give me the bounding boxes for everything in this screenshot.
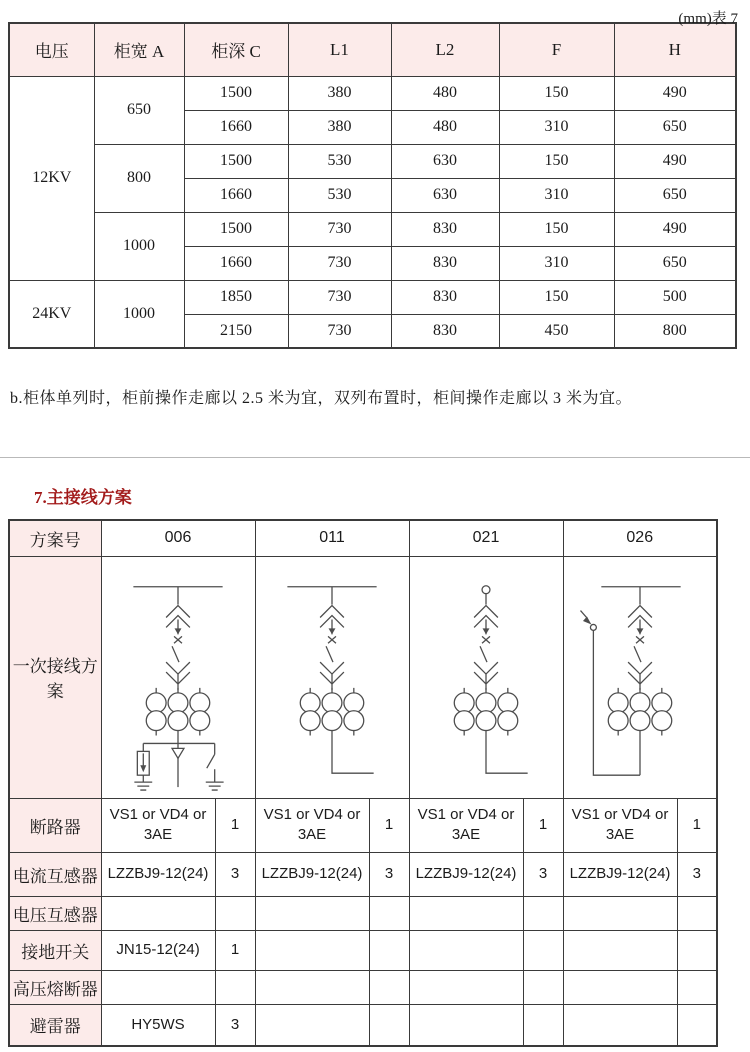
- scheme-header-021: 021: [409, 520, 563, 556]
- unit-note: (mm)表 7: [678, 11, 738, 27]
- equipment-row: [9, 852, 717, 896]
- one-line-diagram-026-icon: [565, 557, 715, 797]
- dimension-value-cell: 150: [499, 76, 614, 110]
- section-divider: [0, 457, 750, 458]
- dimension-value-cell: 630: [391, 144, 499, 178]
- equipment-model-cell: LZZBJ9-12(24): [255, 852, 369, 896]
- dimension-value-cell: 730: [288, 212, 391, 246]
- dimension-value-cell: 630: [391, 178, 499, 212]
- note-b: b.柜体单列时，柜前操作走廊以 2.5 米为宜，双列布置时，柜间操作走廊以 3 米为宜。: [10, 390, 633, 407]
- dimension-value-cell: 310: [499, 178, 614, 212]
- equipment-qty-cell: [677, 970, 717, 1004]
- dimension-value-cell: 530: [288, 178, 391, 212]
- dimension-value-cell: 530: [288, 144, 391, 178]
- equipment-qty-cell: 1: [215, 798, 255, 852]
- equipment-qty-cell: [677, 930, 717, 970]
- equipment-row: [9, 798, 717, 852]
- equipment-model-cell: [255, 896, 369, 930]
- wiring-scheme-table: [8, 519, 718, 1047]
- equipment-row-label: 高压熔断器: [9, 970, 101, 1004]
- diagram-cell-026: [563, 556, 717, 798]
- section-title: 7.主接线方案: [34, 488, 132, 507]
- equipment-model-cell: VS1 or VD4 or 3AE: [563, 798, 677, 852]
- dimension-value-cell: 730: [288, 314, 391, 348]
- dimension-value-cell: 1660: [184, 246, 288, 280]
- equipment-model-cell: [409, 930, 523, 970]
- dimension-value-cell: 490: [614, 144, 736, 178]
- dimension-table-row: [9, 76, 736, 110]
- equipment-row-label: 断路器: [9, 798, 101, 852]
- equipment-qty-cell: [677, 1004, 717, 1046]
- equipment-qty-cell: [369, 1004, 409, 1046]
- equipment-row: [9, 930, 717, 970]
- cabinet-width-cell: 800: [94, 144, 184, 212]
- equipment-qty-cell: 3: [369, 852, 409, 896]
- dimension-table-row: [9, 280, 736, 314]
- scheme-table-header: [9, 520, 717, 556]
- equipment-qty-cell: 3: [677, 852, 717, 896]
- scheme-header-006: 006: [101, 520, 255, 556]
- dimension-value-cell: 150: [499, 280, 614, 314]
- equipment-qty-cell: [369, 970, 409, 1004]
- col-header-width-a: 柜宽 A: [94, 23, 184, 76]
- diagram-cell-011: [255, 556, 409, 798]
- equipment-model-cell: HY5WS: [101, 1004, 215, 1046]
- dimension-value-cell: 490: [614, 76, 736, 110]
- scheme-header-026: 026: [563, 520, 717, 556]
- scheme-number-label: 方案号: [9, 520, 101, 556]
- dimension-value-cell: 650: [614, 110, 736, 144]
- dimension-value-cell: 730: [288, 280, 391, 314]
- primary-wiring-row: [9, 556, 717, 798]
- equipment-model-cell: [563, 1004, 677, 1046]
- equipment-rows-body: [9, 798, 717, 1046]
- equipment-model-cell: VS1 or VD4 or 3AE: [255, 798, 369, 852]
- equipment-qty-cell: [215, 970, 255, 1004]
- col-header-h: H: [614, 23, 736, 76]
- equipment-model-cell: JN15-12(24): [101, 930, 215, 970]
- col-header-l2: L2: [391, 23, 499, 76]
- dimension-value-cell: 150: [499, 212, 614, 246]
- col-header-l1: L1: [288, 23, 391, 76]
- equipment-model-cell: [409, 1004, 523, 1046]
- equipment-qty-cell: 1: [369, 798, 409, 852]
- dimension-value-cell: 830: [391, 246, 499, 280]
- dimension-table: [8, 22, 737, 349]
- equipment-qty-cell: 3: [215, 1004, 255, 1046]
- dimension-value-cell: 1500: [184, 76, 288, 110]
- equipment-qty-cell: [369, 930, 409, 970]
- col-header-voltage: 电压: [9, 23, 94, 76]
- equipment-qty-cell: 1: [523, 798, 563, 852]
- voltage-cell: 12KV: [9, 76, 94, 280]
- diagram-cell-021: [409, 556, 563, 798]
- dimension-table-row: [9, 144, 736, 178]
- dimension-value-cell: 1850: [184, 280, 288, 314]
- equipment-model-cell: [563, 896, 677, 930]
- dimension-value-cell: 380: [288, 76, 391, 110]
- dimension-table-body: [9, 76, 736, 348]
- dimension-value-cell: 800: [614, 314, 736, 348]
- dimension-value-cell: 380: [288, 110, 391, 144]
- dimension-value-cell: 830: [391, 280, 499, 314]
- equipment-model-cell: [255, 930, 369, 970]
- col-header-f: F: [499, 23, 614, 76]
- dimension-value-cell: 150: [499, 144, 614, 178]
- dimension-value-cell: 650: [614, 178, 736, 212]
- dimension-value-cell: 310: [499, 110, 614, 144]
- equipment-model-cell: [255, 970, 369, 1004]
- equipment-qty-cell: 3: [523, 852, 563, 896]
- equipment-model-cell: [409, 970, 523, 1004]
- diagram-cell-006: [101, 556, 255, 798]
- dimension-value-cell: 1660: [184, 178, 288, 212]
- dimension-value-cell: 480: [391, 76, 499, 110]
- dimension-value-cell: 500: [614, 280, 736, 314]
- equipment-qty-cell: [523, 930, 563, 970]
- equipment-row-label: 接地开关: [9, 930, 101, 970]
- equipment-model-cell: LZZBJ9-12(24): [409, 852, 523, 896]
- dimension-value-cell: 1500: [184, 144, 288, 178]
- scheme-header-011: 011: [255, 520, 409, 556]
- col-header-depth-c: 柜深 C: [184, 23, 288, 76]
- equipment-model-cell: [563, 930, 677, 970]
- one-line-diagram-011-icon: [257, 557, 407, 797]
- equipment-row-label: 避雷器: [9, 1004, 101, 1046]
- equipment-qty-cell: [369, 896, 409, 930]
- equipment-model-cell: [409, 896, 523, 930]
- equipment-row: [9, 896, 717, 930]
- cabinet-width-cell: 1000: [94, 212, 184, 280]
- equipment-row: [9, 1004, 717, 1046]
- equipment-model-cell: [563, 970, 677, 1004]
- dimension-table-row: [9, 212, 736, 246]
- equipment-model-cell: VS1 or VD4 or 3AE: [101, 798, 215, 852]
- dimension-value-cell: 490: [614, 212, 736, 246]
- dimension-value-cell: 1500: [184, 212, 288, 246]
- equipment-qty-cell: [523, 896, 563, 930]
- primary-wiring-label: 一次接线方案: [9, 556, 101, 798]
- equipment-qty-cell: [215, 896, 255, 930]
- dimension-value-cell: 1660: [184, 110, 288, 144]
- equipment-row: [9, 970, 717, 1004]
- equipment-qty-cell: [677, 896, 717, 930]
- one-line-diagram-021-icon: [411, 557, 561, 797]
- dimension-value-cell: 480: [391, 110, 499, 144]
- dimension-value-cell: 2150: [184, 314, 288, 348]
- equipment-qty-cell: 3: [215, 852, 255, 896]
- equipment-qty-cell: 1: [215, 930, 255, 970]
- equipment-model-cell: VS1 or VD4 or 3AE: [409, 798, 523, 852]
- equipment-model-cell: [255, 1004, 369, 1046]
- one-line-diagram-006-icon: [103, 557, 253, 797]
- cabinet-width-cell: 1000: [94, 280, 184, 348]
- equipment-model-cell: LZZBJ9-12(24): [101, 852, 215, 896]
- voltage-cell: 24KV: [9, 280, 94, 348]
- cabinet-width-cell: 650: [94, 76, 184, 144]
- equipment-model-cell: LZZBJ9-12(24): [563, 852, 677, 896]
- equipment-qty-cell: 1: [677, 798, 717, 852]
- dimension-value-cell: 830: [391, 314, 499, 348]
- dimension-value-cell: 310: [499, 246, 614, 280]
- dimension-value-cell: 730: [288, 246, 391, 280]
- equipment-model-cell: [101, 970, 215, 1004]
- equipment-row-label: 电流互感器: [9, 852, 101, 896]
- equipment-qty-cell: [523, 970, 563, 1004]
- equipment-row-label: 电压互感器: [9, 896, 101, 930]
- dimension-value-cell: 650: [614, 246, 736, 280]
- dimension-value-cell: 450: [499, 314, 614, 348]
- equipment-model-cell: [101, 896, 215, 930]
- dimension-value-cell: 830: [391, 212, 499, 246]
- equipment-qty-cell: [523, 1004, 563, 1046]
- dimension-table-header: [9, 23, 736, 76]
